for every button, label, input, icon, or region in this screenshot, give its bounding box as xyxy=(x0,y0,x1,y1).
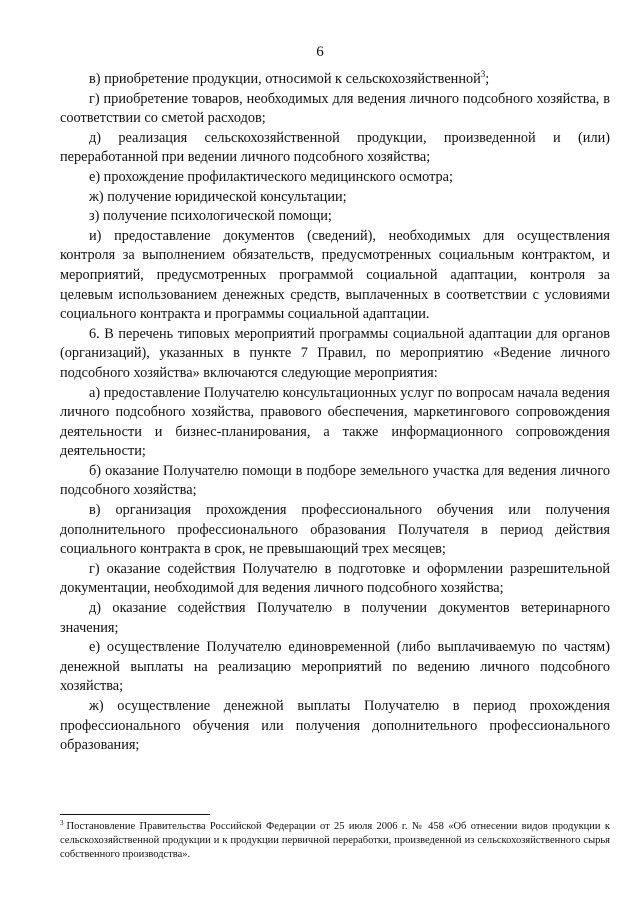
item-e-lump-sum-payment: е) осуществление Получателю единовременной (либо выплачиваемую по частям) денежной выплаты на реализацию мероприятий по ведению личного подсобного хозяйства; xyxy=(60,639,610,695)
item-v-produce: в) приобретение продукции, относимой к сельскохозяйственной$^3$; xyxy=(89,69,490,87)
item-zh-legal-consultation: ж) получение юридической консультации; xyxy=(89,188,347,205)
item-z-psychological-help: з) получение психологической помощи; xyxy=(89,208,332,225)
item-zh-training-payment: ж) осуществление денежной выплаты Получателю в период прохождения профессионального обучения или получения дополнительного профессионального образования; xyxy=(60,698,610,754)
footnote-ref[interactable]: 3 xyxy=(480,69,486,80)
item-g-goods: г) приобретение товаров, необходимых для ведения личного подсобного хозяйства, в соответствии со сметой расходов; xyxy=(60,90,610,127)
footnote-mark: 3 xyxy=(60,818,64,827)
item-g-permits: г) оказание содействия Получателю в подготовке и оформлении разрешительной документации, необходимой для ведения личного подсобного хозяйства; xyxy=(60,560,610,597)
item-b-land-plot: б) оказание Получателю помощи в подборе земельного участка для ведения личного подсобного хозяйства; xyxy=(60,462,610,499)
footnote-text: Постановление Правительства Российской Федерации от 25 июля 2006 г. № 458 «Об отнесении видов продукции к сельскохозяйственной продукции и к продукции первичной переработки, произведенной из сельскохозяйственного сырья собственного производства». xyxy=(60,821,610,860)
item-i-documents: и) предоставление документов (сведений), необходимых для осуществления контроля за выполнением обязательств, предусмотренных социальным контрактом, и мероприятий, предусмотренных программой социальной адаптации, контроля за целевым использованием денежных средств, выплаченных в соответствии с условиями социального контракта и программы социальной адаптации. xyxy=(60,227,610,323)
section-6-intro: 6. В перечень типовых мероприятий программы социальной адаптации для органов (организаций), указанных в пункте 7 Правил, по мероприятию «Ведение личного подсобного хозяйства» включаются следующие мероприятия: xyxy=(60,325,610,381)
page-number: 6 xyxy=(316,44,324,60)
item-e-medical-exam: е) прохождение профилактического медицинского осмотра; xyxy=(89,168,453,185)
item-a-consulting: а) предоставление Получателю консультационных услуг по вопросам начала ведения личного подсобного хозяйства, правового обеспечения, маркетингового сопровождения деятельности и бизнес-планирования, а также информационного сопровождения деятельности; xyxy=(60,384,610,460)
footnote xyxy=(60,820,610,862)
item-v-training: в) организация прохождения профессионального обучения или получения дополнительного профессионального образования Получателя в период действия социального контракта в срок, не превышающий трех месяцев; xyxy=(60,502,610,558)
body-text xyxy=(60,70,610,756)
footnote-divider xyxy=(60,814,210,815)
item-d-veterinary: д) оказание содействия Получателю в получении документов ветеринарного значения; xyxy=(60,600,610,636)
item-d-sales: д) реализация сельскохозяйственной продукции, произведенной и (или) переработанной при ведении личного подсобного хозяйства; xyxy=(60,129,610,166)
